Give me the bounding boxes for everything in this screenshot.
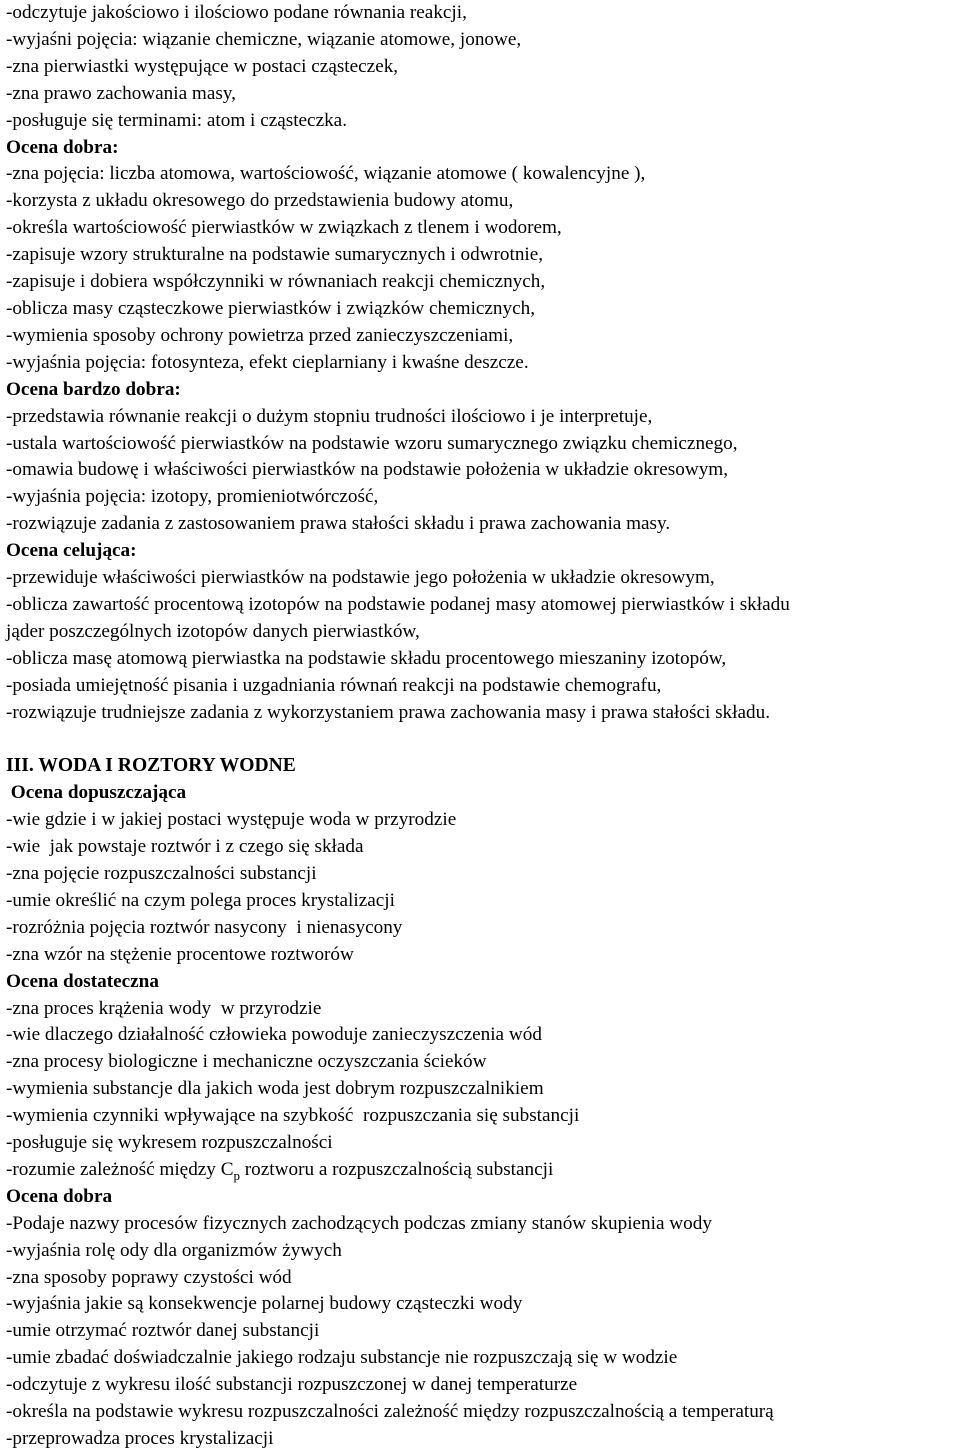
grade-sufficient-title: Ocena dopuszczająca: [6, 782, 187, 804]
list-item: -rozróżnia pojęcia roztwór nasycony i nienasycony: [6, 916, 403, 938]
list-item: -zna wzór na stężenie procentowe roztworów: [6, 943, 354, 965]
list-item: -zapisuje wzory strukturalne na podstawie sumarycznych i odwrotnie,: [6, 244, 544, 266]
list-item: -odczytuje jakościowo i ilościowo podane równania reakcji,: [6, 2, 467, 23]
list-item: -omawia budowę i właściwości pierwiastków na podstawie położenia w układzie okresowym,: [6, 459, 729, 481]
list-item: -zna proces krążenia wody w przyrodzie: [6, 997, 322, 1019]
list-item-text: -rozumie zależność między C: [6, 1158, 234, 1180]
list-item: -posługuje się terminami: atom i cząsteczka.: [6, 109, 347, 131]
list-item: -zapisuje i dobiera współczynniki w równaniach reakcji chemicznych,: [6, 271, 546, 293]
grade-very-good-block: [6, 377, 960, 538]
list-item: -oblicza masy cząsteczkowe pierwiastków i związków chemicznych,: [6, 297, 536, 319]
list-item-text: roztworu a rozpuszczalnością substancji: [240, 1158, 554, 1180]
grade-good-block: [6, 135, 960, 377]
list-item: jąder poszczególnych izotopów danych pierwiastków,: [6, 620, 420, 642]
list-item: -wyjaśnia rolę ody dla organizmów żywych: [6, 1239, 342, 1261]
subscript: p: [233, 1167, 240, 1183]
section3-block: [6, 753, 960, 1453]
list-item: -zna pojęcia: liczba atomowa, wartościowość, wiązanie atomowe ( kowalencyjne ),: [6, 163, 646, 185]
list-item: -rozwiązuje zadania z zastosowaniem prawa stałości składu i prawa zachowania masy.: [6, 513, 671, 535]
list-item: -oblicza masę atomową pierwiastka na podstawie składu procentowego mieszaniny izotopów,: [6, 647, 727, 669]
list-item: -określa na podstawie wykresu rozpuszczalności zależność między rozpuszczalnością a temperaturą: [6, 1401, 774, 1423]
grade-very-good-title: Ocena bardzo dobra:: [6, 378, 181, 400]
list-item: -zna sposoby poprawy czystości wód: [6, 1266, 292, 1288]
grade-excellent-title: Ocena celująca:: [6, 540, 137, 562]
list-item: -wie dlaczego działalność człowieka powoduje zanieczyszczenia wód: [6, 1024, 542, 1046]
list-item: -rozwiązuje trudniejsze zadania z wykorzystaniem prawa zachowania masy i prawa stałości składu.: [6, 701, 770, 723]
list-item: -korzysta z układu okresowego do przedstawienia budowy atomu,: [6, 190, 514, 212]
list-item: -zna pierwiastki występujące w postaci cząsteczek,: [6, 55, 399, 77]
grade-good-title: Ocena dobra: [6, 1185, 113, 1207]
list-item: [6, 1157, 960, 1184]
list-item: -zna pojęcie rozpuszczalności substancji: [6, 862, 317, 884]
list-item: -oblicza zawartość procentową izotopów na podstawie podanej masy atomowej pierwiastków i składu: [6, 593, 790, 615]
list-item: -umie zbadać doświadczalnie jakiego rodzaju substancje nie rozpuszczają się w wodzie: [6, 1347, 678, 1369]
list-item: -umie otrzymać roztwór danej substancji: [6, 1320, 320, 1342]
list-item: -przedstawia równanie reakcji o dużym stopniu trudności ilościowo i je interpretuje,: [6, 405, 653, 427]
list-item: -wie jak powstaje roztwór i z czego się składa: [6, 836, 364, 858]
list-item: -posiada umiejętność pisania i uzgadniania równań reakcji na podstawie chemografu,: [6, 674, 662, 696]
list-item: -umie określić na czym polega proces krystalizacji: [6, 889, 395, 911]
grade-good-title: Ocena dobra:: [6, 136, 119, 158]
list-item: -zna prawo zachowania masy,: [6, 82, 236, 104]
list-item: -wyjaśnia pojęcia: izotopy, promieniotwórczość,: [6, 486, 379, 508]
list-item: -wyjaśnia jakie są konsekwencje polarnej budowy cząsteczki wody: [6, 1293, 523, 1315]
list-item: -posługuje się wykresem rozpuszczalności: [6, 1132, 333, 1154]
list-item: -wymienia czynniki wpływające na szybkość rozpuszczania się substancji: [6, 1105, 580, 1127]
list-item: -ustala wartościowość pierwiastków na podstawie wzoru sumarycznego związku chemicznego,: [6, 432, 738, 454]
section-heading: III. WODA I ROZTORY WODNE: [6, 755, 296, 777]
list-item: -przewiduje właściwości pierwiastków na podstawie jego położenia w układzie okresowym,: [6, 567, 715, 589]
list-item: -odczytuje z wykresu ilość substancji rozpuszczonej w danej temperaturze: [6, 1374, 578, 1396]
list-item: -określa wartościowość pierwiastków w związkach z tlenem i wodorem,: [6, 217, 562, 239]
section2-tail-list: [6, 0, 960, 135]
spacer: [6, 726, 960, 753]
list-item: -zna procesy biologiczne i mechaniczne oczyszczania ścieków: [6, 1051, 487, 1073]
list-item: -wymienia sposoby ochrony powietrza przed zanieczyszczeniami,: [6, 324, 514, 346]
list-item: -wyjaśnia pojęcia: fotosynteza, efekt cieplarniany i kwaśne deszcze.: [6, 351, 529, 373]
list-item: -Podaje nazwy procesów fizycznych zachodzących podczas zmiany stanów skupienia wody: [6, 1212, 712, 1234]
list-item: -wymienia substancje dla jakich woda jest dobrym rozpuszczalnikiem: [6, 1078, 544, 1100]
list-item: -wie gdzie i w jakiej postaci występuje woda w przyrodzie: [6, 809, 457, 831]
list-item: -wyjaśni pojęcia: wiązanie chemiczne, wiązanie atomowe, jonowe,: [6, 28, 522, 50]
list-item: -przeprowadza proces krystalizacji: [6, 1428, 274, 1450]
grade-excellent-block: [6, 538, 960, 726]
grade-satisfactory-title: Ocena dostateczna: [6, 970, 159, 992]
